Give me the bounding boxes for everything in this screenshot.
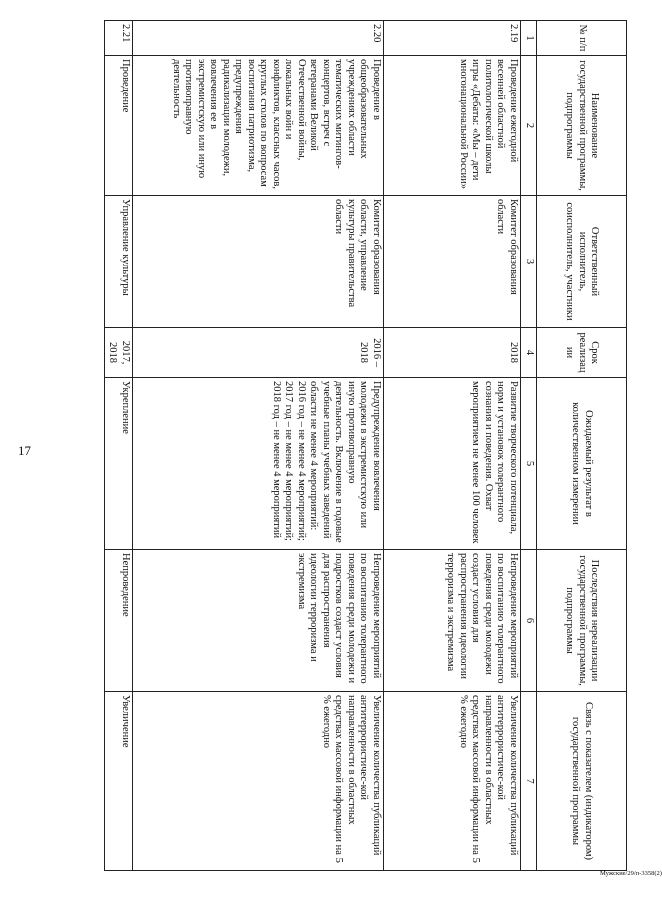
table-row	[105, 21, 133, 871]
program-activities-table	[104, 20, 627, 871]
indicator-link: Увеличение количества публикаций антитеррористичес-кой направленности в областных средствах массовой информации на 5 % ежегодно	[384, 692, 521, 871]
indicator-link: Увеличение количества публикаций антитеррористичес-кой направленности в областных средствах массовой информации на 5 % ежегодно	[133, 692, 384, 871]
header-row	[537, 21, 627, 871]
table-row	[133, 21, 384, 871]
term: 2017, 2018	[105, 328, 133, 378]
column-number: 5	[521, 378, 537, 550]
row-number: 2.21	[105, 21, 133, 56]
row-number: 2.20	[133, 21, 384, 56]
row-number: 2.19	[384, 21, 521, 56]
column-number-row	[521, 21, 537, 871]
header-cell: № п/п	[537, 21, 627, 56]
header-cell: Срок реализации	[537, 328, 627, 378]
document-code: Мужские/29/п-3358(2)	[600, 870, 662, 877]
activity-name: Проведение	[105, 56, 133, 196]
header-cell: Наименование государственной программы, подпрограммы	[537, 56, 627, 196]
column-number: 1	[521, 21, 537, 56]
executor: Управление культуры	[105, 196, 133, 328]
header-cell: Последствия нереализации государственной программы, подпрограммы	[537, 550, 627, 692]
expected-result: Укрепление	[105, 378, 133, 550]
indicator-link: Увеличение	[105, 692, 133, 871]
activity-name: Проведение в общеобразовательных учреждениях области тематических митингов-концертов, встреч с ветеранами Великой Отечественной войны, локальных войн и конфликтов, классных часов, круглых столов по вопросам воспитания патриотизма, предупреждения радикализации молодежи, вовлечения ее в экстремистскую или иную противоправную деятельность	[133, 56, 384, 196]
column-number: 6	[521, 550, 537, 692]
consequences: Непроведение мероприятий по воспитанию толерантного поведения среди молодежи и подростков создаст условия для распространения идеологии терроризма и экстремизма	[133, 550, 384, 692]
rotated-table-container	[107, 20, 627, 870]
column-number: 7	[521, 692, 537, 871]
consequences: Непроведение	[105, 550, 133, 692]
executor: Комитет образования области, управление культуры правительства области	[133, 196, 384, 328]
term: 2018	[384, 328, 521, 378]
header-cell: Ожидаемый результат в количественном измерении	[537, 378, 627, 550]
consequences: Непроведение мероприятий по воспитанию толерантного поведения среди молодежи создаст условия для распространения идеологии терроризма и экстремизма	[384, 550, 521, 692]
column-number: 3	[521, 196, 537, 328]
header-cell: Ответственный исполнитель, соисполнитель, участники	[537, 196, 627, 328]
expected-result: Предупреждение вовлечения молодежи в экстремистскую или иную противоправную деятельность. Включение в годовые учебные планы учебных заведений области не менее 4 мероприятий: 2016 год – не менее 4 мероприятий; 2017 год – не менее 4 мероприятий; 2018 год – не менее 4 мероприятий	[133, 378, 384, 550]
term: 2016 – 2018	[133, 328, 384, 378]
executor: Комитет образования области	[384, 196, 521, 328]
table-row	[384, 21, 521, 871]
column-number: 2	[521, 56, 537, 196]
column-number: 4	[521, 328, 537, 378]
page-number: 17	[18, 443, 31, 458]
expected-result: Развитие творческого потенциала, норм и установок толерантного сознания и поведения. Охват мероприятием не менее 100 человек	[384, 378, 521, 550]
activity-name: Проведение ежегодной весенней областной политологической школы игры «Дебаты: «Мы – дети многонациональной России»	[384, 56, 521, 196]
header-cell: Связь с показателем (индикатором) государственной программы	[537, 692, 627, 871]
